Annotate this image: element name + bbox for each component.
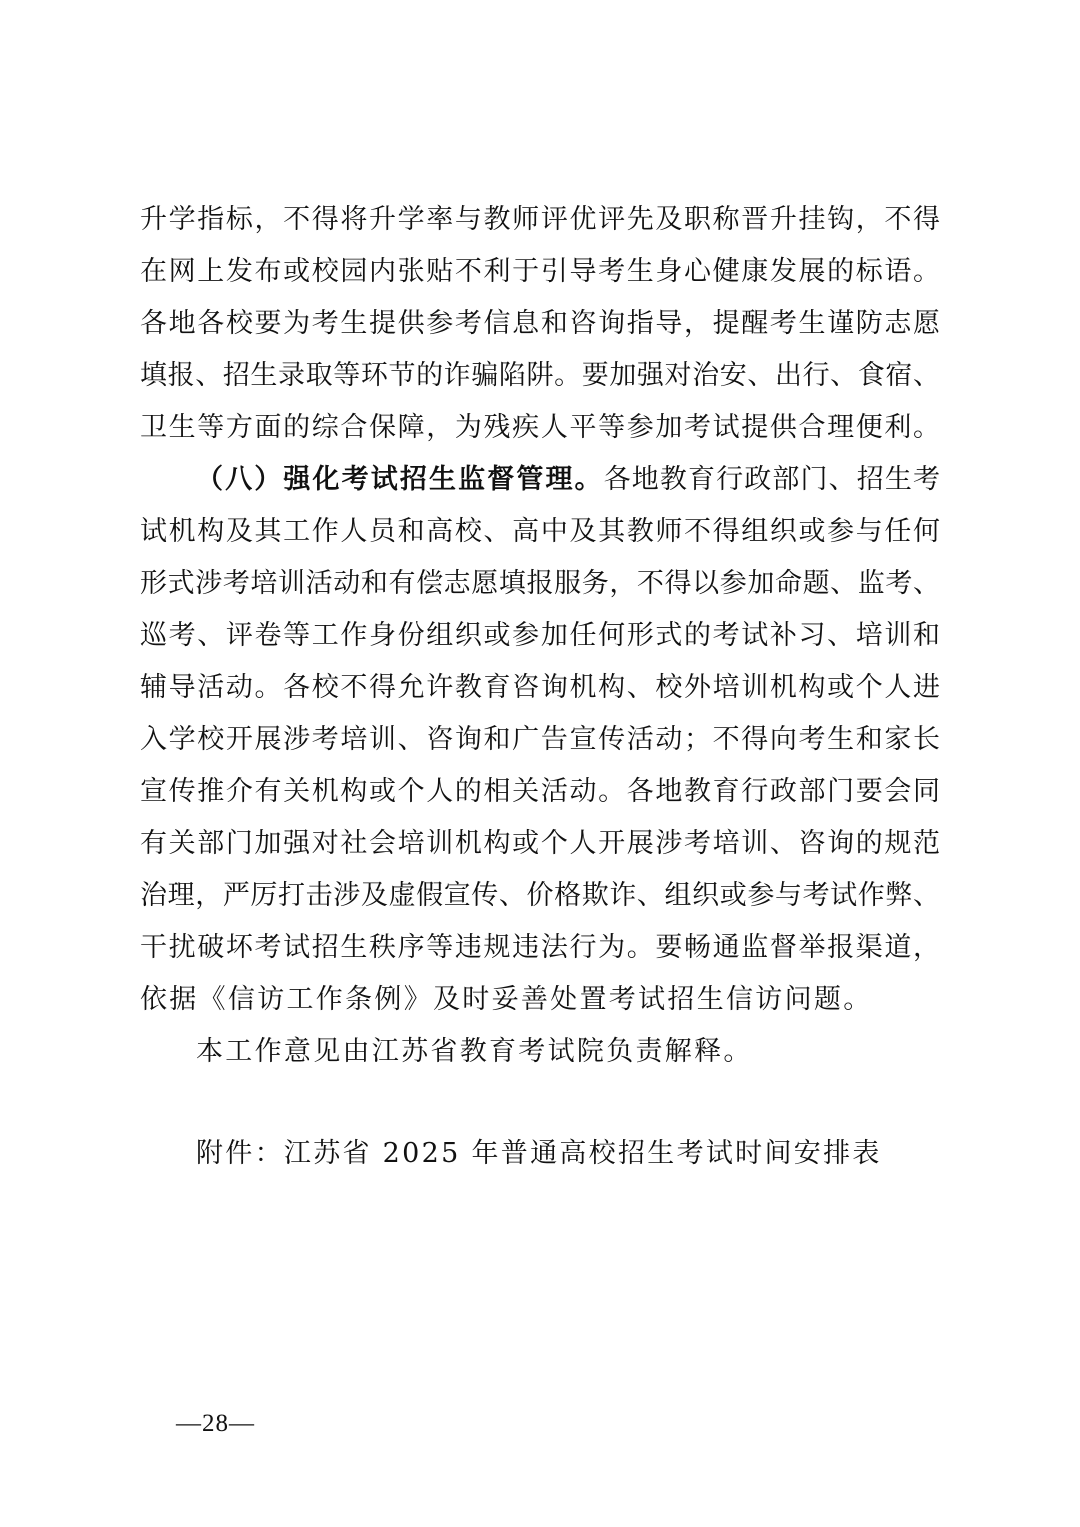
section8-line-5: 入学校开展涉考培训、咨询和广告宣传活动；不得向考生和家长: [140, 724, 940, 755]
section8-line-6: 宣传推介有关机构或个人的相关活动。各地教育行政部门要会同: [140, 776, 940, 807]
section8-line-8: 治理，严厉打击涉及虚假宣传、价格欺诈、组织或参与考试作弊、: [140, 880, 940, 911]
section8-line-1: 试机构及其工作人员和高校、高中及其教师不得组织或参与任何: [140, 516, 940, 547]
section8-line-2: 形式涉考培训活动和有偿志愿填报服务，不得以参加命题、监考、: [140, 568, 940, 599]
attachment-line: 附件：江苏省 2025 年普通高校招生考试时间安排表: [196, 1138, 882, 1169]
section8-first-line: [196, 458, 940, 502]
body-line-5: 卫生等方面的综合保障，为残疾人平等参加考试提供合理便利。: [140, 412, 940, 443]
body-line-1: 升学指标，不得将升学率与教师评优评先及职称晋升挂钩，不得: [140, 204, 940, 235]
section8-first-line-rest: 各地教育行政部门、招生考: [603, 464, 941, 495]
section8-line-7: 有关部门加强对社会培训机构或个人开展涉考培训、咨询的规范: [140, 828, 940, 859]
body-line-2: 在网上发布或校园内张贴不利于引导考生身心健康发展的标语。: [140, 256, 940, 287]
section8-line-4: 辅导活动。各校不得允许教育咨询机构、校外培训机构或个人进: [140, 672, 940, 703]
section8-heading: （八）强化考试招生监督管理。: [196, 464, 604, 495]
body-line-3: 各地各校要为考生提供参考信息和咨询指导，提醒考生谨防志愿: [140, 308, 940, 339]
body-line-4: 填报、招生录取等环节的诈骗陷阱。要加强对治安、出行、食宿、: [140, 360, 940, 391]
section8-line-9: 干扰破坏考试招生秩序等违规违法行为。要畅通监督举报渠道，: [140, 932, 940, 963]
page-number: —28—: [176, 1410, 255, 1437]
section8-line-3: 巡考、评卷等工作身份组织或参加任何形式的考试补习、培训和: [140, 620, 940, 651]
interpretation-line: 本工作意见由江苏省教育考试院负责解释。: [196, 1036, 753, 1067]
section8-line-10: 依据《信访工作条例》及时妥善处置考试招生信访问题。: [140, 984, 873, 1015]
